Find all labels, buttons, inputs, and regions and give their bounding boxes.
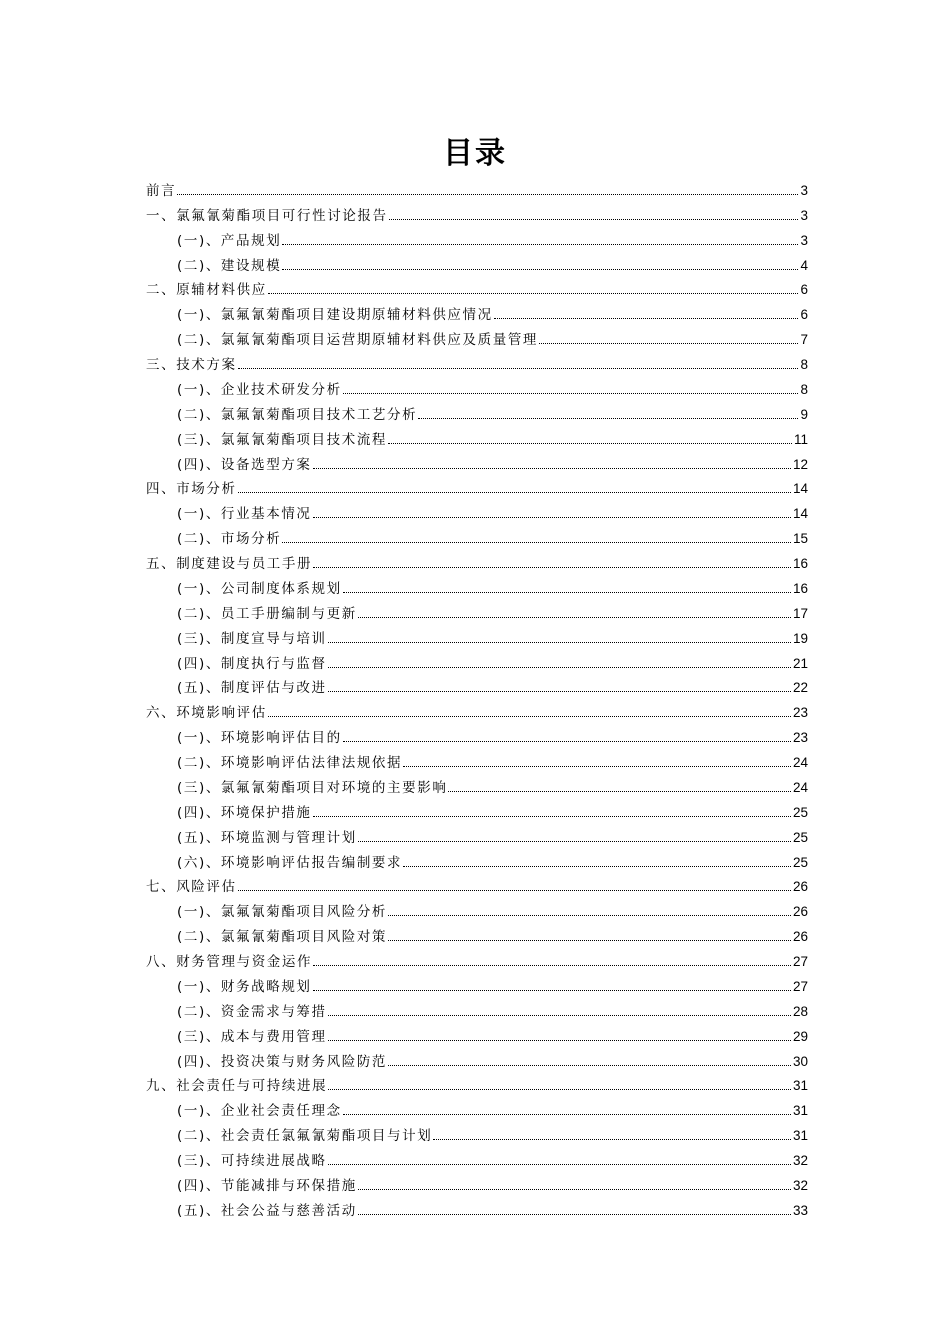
toc-entry[interactable] bbox=[146, 174, 808, 199]
toc-entry[interactable] bbox=[146, 547, 808, 572]
page-title: 目录 bbox=[443, 136, 507, 171]
toc-subentry[interactable] bbox=[146, 821, 808, 846]
toc-subentry[interactable] bbox=[146, 1119, 808, 1144]
toc-page-number: 30 bbox=[792, 1053, 808, 1069]
toc-entry[interactable] bbox=[146, 473, 808, 498]
toc-subentry[interactable] bbox=[146, 920, 808, 945]
toc-page-number: 11 bbox=[793, 431, 808, 447]
toc-page-number: 31 bbox=[792, 1103, 808, 1119]
toc-entry-label: (四)、环境保护措施 bbox=[177, 804, 312, 821]
toc-entry-label: (三)、制度宣导与培训 bbox=[177, 630, 327, 647]
toc-subentry[interactable] bbox=[146, 796, 808, 821]
toc-dot-leader bbox=[282, 542, 791, 543]
toc-dot-leader bbox=[343, 592, 791, 593]
toc-entry-label: (一)、环境影响评估目的 bbox=[177, 730, 342, 747]
toc-page-number: 16 bbox=[792, 580, 808, 596]
toc-entry-label: 三、技术方案 bbox=[146, 357, 237, 373]
toc-dot-leader bbox=[328, 1040, 791, 1041]
toc-subentry[interactable] bbox=[146, 249, 808, 274]
toc-entry-label: (四)、制度执行与监督 bbox=[177, 655, 327, 672]
toc-page-number: 26 bbox=[792, 879, 808, 895]
toc-page-number: 27 bbox=[792, 978, 808, 994]
toc-subentry[interactable] bbox=[146, 622, 808, 647]
toc-page-number: 26 bbox=[792, 929, 808, 945]
toc-subentry[interactable] bbox=[146, 572, 808, 597]
toc-subentry[interactable] bbox=[146, 224, 808, 249]
toc-entry-label: (四)、节能减排与环保措施 bbox=[177, 1177, 357, 1194]
toc-page-number: 14 bbox=[792, 506, 808, 522]
toc-page-number: 25 bbox=[792, 804, 808, 820]
toc-entry-label: (二)、资金需求与筹措 bbox=[177, 1003, 327, 1020]
toc-dot-leader bbox=[433, 1139, 791, 1140]
toc-dot-leader bbox=[268, 293, 799, 294]
toc-dot-leader bbox=[313, 567, 791, 568]
toc-page-number: 32 bbox=[792, 1177, 808, 1193]
toc-page-number: 31 bbox=[792, 1078, 808, 1094]
toc-page-number: 6 bbox=[800, 307, 808, 323]
toc-entry-label: (三)、氯氟氰菊酯项目技术流程 bbox=[177, 431, 388, 448]
toc-dot-leader bbox=[389, 219, 799, 220]
toc-page-number: 24 bbox=[792, 779, 808, 795]
toc-subentry[interactable] bbox=[146, 522, 808, 547]
toc-dot-leader bbox=[282, 269, 798, 270]
toc-dot-leader bbox=[328, 1015, 791, 1016]
toc-page-number: 3 bbox=[800, 232, 808, 248]
toc-entry[interactable] bbox=[146, 274, 808, 299]
toc-dot-leader bbox=[403, 766, 791, 767]
toc-entry-label: (二)、员工手册编制与更新 bbox=[177, 605, 357, 622]
toc-entry-label: 八、财务管理与资金运作 bbox=[146, 954, 313, 970]
toc-page-number: 25 bbox=[792, 829, 808, 845]
toc-page-number: 3 bbox=[800, 182, 808, 198]
toc-entry-label: 五、制度建设与员工手册 bbox=[146, 556, 313, 572]
toc-entry-label: (一)、企业社会责任理念 bbox=[177, 1103, 342, 1120]
toc-subentry[interactable] bbox=[146, 746, 808, 771]
toc-entry[interactable] bbox=[146, 945, 808, 970]
toc-page-number: 24 bbox=[792, 755, 808, 770]
toc-dot-leader bbox=[328, 1089, 791, 1090]
toc-entry-label: (三)、成本与费用管理 bbox=[177, 1028, 327, 1045]
toc-dot-leader bbox=[328, 667, 791, 668]
toc-dot-leader bbox=[268, 716, 791, 717]
toc-page-number: 14 bbox=[792, 481, 808, 497]
toc-entry-label: (六)、环境影响评估报告编制要求 bbox=[177, 854, 403, 871]
toc-dot-leader bbox=[238, 492, 791, 493]
toc-dot-leader bbox=[358, 1214, 791, 1215]
toc-page-number: 25 bbox=[792, 854, 808, 870]
toc-entry-label: (二)、环境影响评估法律法规依据 bbox=[177, 755, 403, 771]
toc-dot-leader bbox=[313, 468, 791, 469]
toc-dot-leader bbox=[343, 393, 799, 394]
toc-page-number: 8 bbox=[800, 381, 808, 397]
toc-subentry[interactable] bbox=[146, 970, 808, 995]
toc-page-number: 29 bbox=[792, 1028, 808, 1044]
toc-page-number: 32 bbox=[792, 1153, 808, 1168]
toc-entry-label: (四)、投资决策与财务风险防范 bbox=[177, 1053, 388, 1070]
toc-subentry[interactable] bbox=[146, 298, 808, 323]
toc-entry-label: (二)、氯氟氰菊酯项目风险对策 bbox=[177, 929, 388, 946]
toc-entry-label: (一)、产品规划 bbox=[177, 232, 282, 249]
toc-entry-label: (五)、环境监测与管理计划 bbox=[177, 829, 357, 846]
toc-entry-label: (一)、行业基本情况 bbox=[177, 506, 312, 523]
toc-subentry[interactable] bbox=[146, 995, 808, 1020]
toc-subentry[interactable] bbox=[146, 1094, 808, 1119]
toc-dot-leader bbox=[343, 1114, 791, 1115]
toc-entry-label: (三)、氯氟氰菊酯项目对环境的主要影响 bbox=[177, 779, 448, 796]
toc-dot-leader bbox=[328, 642, 791, 643]
toc-subentry[interactable] bbox=[146, 323, 808, 348]
toc-entry-label: (二)、氯氟氰菊酯项目运营期原辅材料供应及质量管理 bbox=[177, 332, 539, 349]
toc-dot-leader bbox=[494, 318, 799, 319]
toc-subentry[interactable] bbox=[146, 721, 808, 746]
toc-entry-label: (四)、设备选型方案 bbox=[177, 456, 312, 473]
toc-page-number: 23 bbox=[792, 705, 808, 721]
toc-entry[interactable] bbox=[146, 1070, 808, 1095]
toc-subentry[interactable] bbox=[146, 1169, 808, 1194]
toc-dot-leader bbox=[328, 1164, 791, 1165]
toc-page-number: 28 bbox=[792, 1003, 808, 1019]
toc-dot-leader bbox=[388, 443, 792, 444]
toc-entry-label: (五)、制度评估与改进 bbox=[177, 680, 327, 697]
toc-page-number: 31 bbox=[792, 1128, 808, 1144]
table-of-contents bbox=[146, 174, 808, 1219]
toc-page-number: 15 bbox=[792, 531, 808, 547]
toc-subentry[interactable] bbox=[146, 497, 808, 522]
toc-page-number: 9 bbox=[800, 406, 808, 422]
toc-subentry[interactable] bbox=[146, 672, 808, 697]
toc-subentry[interactable] bbox=[146, 1045, 808, 1070]
toc-page-number: 33 bbox=[792, 1202, 808, 1218]
toc-subentry[interactable] bbox=[146, 423, 808, 448]
toc-page-number: 26 bbox=[792, 904, 808, 920]
toc-entry-label: 二、原辅材料供应 bbox=[146, 282, 267, 299]
toc-subentry[interactable] bbox=[146, 1194, 808, 1219]
toc-entry-label: 七、风险评估 bbox=[146, 879, 237, 896]
toc-entry[interactable] bbox=[146, 348, 808, 373]
toc-entry-label: (二)、社会责任氯氟氰菊酯项目与计划 bbox=[177, 1128, 433, 1145]
toc-page-number: 12 bbox=[792, 456, 808, 472]
toc-subentry[interactable] bbox=[146, 597, 808, 622]
toc-dot-leader bbox=[388, 915, 791, 916]
toc-page-number: 21 bbox=[792, 655, 808, 671]
toc-page-number: 7 bbox=[800, 332, 808, 348]
toc-dot-leader bbox=[343, 741, 791, 742]
toc-entry-label: (一)、氯氟氰菊酯项目风险分析 bbox=[177, 904, 388, 921]
toc-entry-label: 九、社会责任与可持续进展 bbox=[146, 1078, 328, 1095]
toc-subentry[interactable] bbox=[146, 448, 808, 473]
toc-entry[interactable] bbox=[146, 871, 808, 896]
toc-subentry[interactable] bbox=[146, 373, 808, 398]
toc-dot-leader bbox=[313, 990, 791, 991]
toc-entry[interactable] bbox=[146, 696, 808, 721]
toc-dot-leader bbox=[418, 418, 798, 419]
toc-page-number: 8 bbox=[800, 357, 808, 372]
toc-entry-label: 四、市场分析 bbox=[146, 481, 237, 498]
toc-subentry[interactable] bbox=[146, 895, 808, 920]
toc-page-number: 6 bbox=[800, 282, 808, 298]
toc-dot-leader bbox=[328, 691, 791, 692]
toc-dot-leader bbox=[313, 517, 791, 518]
toc-entry-label: (五)、社会公益与慈善活动 bbox=[177, 1202, 357, 1219]
toc-dot-leader bbox=[388, 940, 791, 941]
toc-subentry[interactable] bbox=[146, 1020, 808, 1045]
toc-page-number: 19 bbox=[792, 630, 808, 646]
toc-page-number: 27 bbox=[792, 954, 808, 969]
toc-dot-leader bbox=[282, 244, 798, 245]
toc-dot-leader bbox=[358, 841, 791, 842]
toc-entry-label: (一)、公司制度体系规划 bbox=[177, 580, 342, 597]
toc-subentry[interactable] bbox=[146, 647, 808, 672]
toc-dot-leader bbox=[403, 866, 791, 867]
toc-dot-leader bbox=[448, 791, 791, 792]
toc-page-number: 4 bbox=[800, 257, 808, 273]
toc-subentry[interactable] bbox=[146, 398, 808, 423]
toc-entry-label: (二)、市场分析 bbox=[177, 531, 282, 548]
toc-dot-leader bbox=[358, 1189, 791, 1190]
toc-dot-leader bbox=[388, 1065, 791, 1066]
toc-dot-leader bbox=[238, 890, 791, 891]
toc-subentry[interactable] bbox=[146, 1144, 808, 1169]
toc-dot-leader bbox=[313, 965, 791, 966]
toc-page-number: 22 bbox=[792, 680, 808, 696]
toc-entry-label: 六、环境影响评估 bbox=[146, 705, 267, 722]
toc-entry-label: (二)、氯氟氰菊酯项目技术工艺分析 bbox=[177, 406, 418, 423]
toc-page-number: 17 bbox=[792, 605, 808, 621]
toc-page-number: 3 bbox=[800, 207, 808, 223]
toc-subentry[interactable] bbox=[146, 846, 808, 871]
toc-entry-label: (一)、财务战略规划 bbox=[177, 978, 312, 995]
toc-dot-leader bbox=[313, 816, 791, 817]
toc-entry-label: (一)、企业技术研发分析 bbox=[177, 381, 342, 398]
toc-subentry[interactable] bbox=[146, 771, 808, 796]
toc-entry[interactable] bbox=[146, 199, 808, 224]
toc-entry-label: 一、氯氟氰菊酯项目可行性讨论报告 bbox=[146, 207, 388, 224]
toc-entry-label: (二)、建设规模 bbox=[177, 257, 282, 274]
toc-page-number: 16 bbox=[792, 556, 808, 571]
toc-dot-leader bbox=[539, 343, 798, 344]
toc-page-number: 23 bbox=[792, 730, 808, 746]
toc-dot-leader bbox=[177, 194, 798, 195]
toc-dot-leader bbox=[358, 617, 791, 618]
toc-entry-label: 前言 bbox=[146, 182, 177, 199]
toc-entry-label: (三)、可持续进展战略 bbox=[177, 1153, 327, 1169]
toc-dot-leader bbox=[238, 368, 799, 369]
toc-entry-label: (一)、氯氟氰菊酯项目建设期原辅材料供应情况 bbox=[177, 307, 493, 324]
